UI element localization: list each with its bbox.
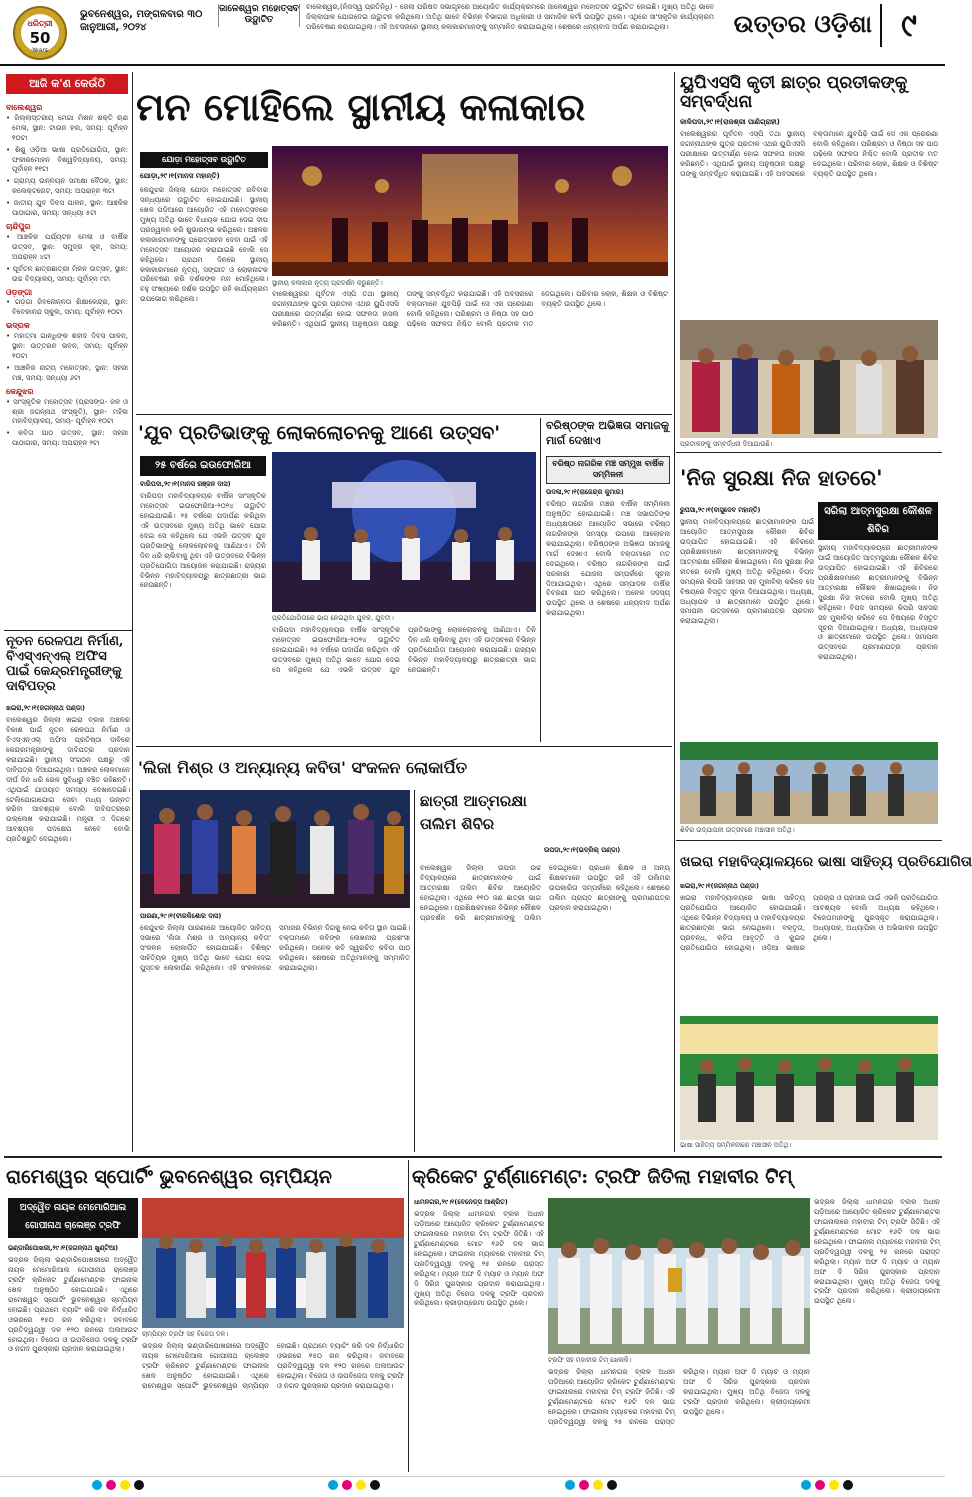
upsc-body: ବାଲେଶ୍ୱରର ପୂର୍ବତନ ଏସ୍ପି ତଥା ସ୍ଥାନୀୟ ଜଗନ୍ନାଥଙ୍କ ପୁତ୍ର ପ୍ରତୀକ ଏଥର ୟୁପିଏସସି ପରୀକ୍ଷାରେ ଉତ୍ତୀର୍ଣ୍ଣ ହୋଇ ସଫଳତା ହାସଲ କରିଛନ୍ତି। ଏଥିପାଇଁ ସ୍ଥାନୀୟ ଅନୁଷ୍ଠାନ ପକ୍ଷରୁ ତାଙ୍କୁ ସମ୍ବର୍ଦ୍ଧିତ କରାଯାଇଛି। ଏହି ଅବସରରେ ବକ୍ତାମାନେ ଯୁବପିଢ଼ି ପାଇଁ ସେ ଏକ ପ୍ରେରଣା ବୋଲି କହିଥିଲେ। ପରିଶ୍ରମ ଓ ନିଷ୍ଠା ସହ ପାଠ ପଢ଼ିଲେ ସଫଳତା ନିଶ୍ଚିତ ବୋଲି ପ୍ରତୀକ ମତ ଦେଇଥିଲେ। ପରିବାର ଲୋକ, ଶିକ୍ଷକ ଓ ବିଶିଷ୍ଟ ବ୍ୟକ୍ତି ଉପସ୍ଥିତ ଥିଲେ। <box>680 130 938 178</box>
page-number: ୯ <box>880 4 936 47</box>
story-divider <box>4 1156 942 1158</box>
column-divider <box>540 418 541 742</box>
main-body-continued: ବାଲେଶ୍ୱରର ପୂର୍ବତନ ଏସ୍ପି ତଥା ସ୍ଥାନୀୟ ଜଗନ୍ନାଥଙ୍କ ପୁତ୍ର ପ୍ରତୀକ ଏଥର ୟୁପିଏସସି ପରୀକ୍ଷାରେ ଉତ୍ତୀର୍ଣ୍ଣ ହୋଇ ସଫଳତା ହାସଲ କରିଛନ୍ତି। ଏଥିପାଇଁ ସ୍ଥାନୀୟ ଅନୁଷ୍ଠାନ ପକ୍ଷରୁ ତାଙ୍କୁ ସମ୍ବର୍ଦ୍ଧିତ କରାଯାଇଛି। ଏହି ଅବସରରେ ବକ୍ତାମାନେ ଯୁବପିଢ଼ି ପାଇଁ ସେ ଏକ ପ୍ରେରଣା ବୋଲି କହିଥିଲେ। ପରିଶ୍ରମ ଓ ନିଷ୍ଠା ସହ ପାଠ ପଢ଼ିଲେ ସଫଳତା ନିଶ୍ଚିତ ବୋଲି ପ୍ରତୀକ ମତ ଦେଇଥିଲେ। ପରିବାର ଲୋକ, ଶିକ୍ଷକ ଓ ବିଶିଷ୍ଟ ବ୍ୟକ୍ତି ଉପସ୍ଥିତ ଥିଲେ। <box>272 290 668 328</box>
story-divider <box>4 630 132 631</box>
aji-place-heading: କେନ୍ଦୁଝର <box>6 386 34 396</box>
cricket-body-continued: ଭଦ୍ରକ ଜିଲ୍ଲା ଧାମନଗର ବ୍ଲକ ଅଧୀନ ପଡ଼ିଆରେ ଆୟୋଜିତ କ୍ରିକେଟ ଟୁର୍ଣ୍ଣାମେଣ୍ଟର ଫାଇନାଲରେ ମହାବୀର ଟିମ୍ ଟ୍ରଫି ଜିତିଛି। ଏହି ଟୁର୍ଣ୍ଣାମେଣ୍ଟରେ ମୋଟ ୧୬ଟି ଦଳ ଭାଗ ନେଇଥିଲେ। ଫାଇନାଲ ମ୍ୟାଚରେ ମହାବୀର ଟିମ୍ ପ୍ରତିଦ୍ୱନ୍ଦ୍ୱୀ ଦଳକୁ ୨୫ ରନରେ ପରାସ୍ତ କରିଥିଲା। ମ୍ୟାନ ଅଫ ଦି ମ୍ୟାଚ ଓ ମ୍ୟାନ ଅଫ ଦି ସିରିଜ ପୁରସ୍କାର ପ୍ରଦାନ କରାଯାଇଥିଲା। ମୁଖ୍ୟ ଅତିଥି ବିଜେତା ଦଳକୁ ଟ୍ରଫି ପ୍ରଦାନ କରିଥିଲେ। କ୍ରୀଡ଼ାପ୍ରେମୀ ଉପସ୍ଥିତ ଥିଲେ। <box>548 1368 810 1426</box>
upsc-photo <box>680 320 938 438</box>
cricket-body: ଭଦ୍ରକ ଜିଲ୍ଲା ଧାମନଗର ବ୍ଲକ ଅଧୀନ ପଡ଼ିଆରେ ଆୟୋଜିତ କ୍ରିକେଟ ଟୁର୍ଣ୍ଣାମେଣ୍ଟର ଫାଇନାଲରେ ମହାବୀର ଟିମ୍ ଟ୍ରଫି ଜିତିଛି। ଏହି ଟୁର୍ଣ୍ଣାମେଣ୍ଟରେ ମୋଟ ୧୬ଟି ଦଳ ଭାଗ ନେଇଥିଲେ। ଫାଇନାଲ ମ୍ୟାଚରେ ମହାବୀର ଟିମ୍ ପ୍ରତିଦ୍ୱନ୍ଦ୍ୱୀ ଦଳକୁ ୨୫ ରନରେ ପରାସ୍ତ କରିଥିଲା। ମ୍ୟାନ ଅଫ ଦି ମ୍ୟାଚ ଓ ମ୍ୟାନ ଅଫ ଦି ସିରିଜ ପୁରସ୍କାର ପ୍ରଦାନ କରାଯାଇଥିଲା। ମୁଖ୍ୟ ଅତିଥି ବିଜେତା ଦଳକୁ ଟ୍ରଫି ପ୍ରଦାନ କରିଥିଲେ। କ୍ରୀଡ଼ାପ୍ରେମୀ ଉପସ୍ଥିତ ଥିଲେ। <box>414 1210 544 1308</box>
column-divider <box>132 72 133 1152</box>
senior-headline: ବରିଷ୍ଠଙ୍କ ଅଭିଜ୍ଞତା ସମାଜକୁ ମାର୍ଗ ଦେଖାଏ <box>546 419 669 447</box>
atmaraksha-headline: ଛାତ୍ରୀ ଆତ୍ମରକ୍ଷା ତାଲିମ ଶିବିର <box>420 792 527 833</box>
poetry-body: କେନ୍ଦୁଝର ଜିଲ୍ଲା ପାରଣାରେ ଆୟୋଜିତ ସାହିତ୍ୟ ସଭାରେ 'ଲିଜା ମିଶ୍ର ଓ ଅନ୍ୟାନ୍ୟ କବିତା' ସଂକଳନ ଲୋକାର୍ପିତ ହୋଇଯାଇଛି। ବିଶିଷ୍ଟ ସାହିତ୍ୟିକ ମୁଖ୍ୟ ଅତିଥି ଭାବେ ଯୋଗ ଦେଇ ପୁସ୍ତକ ଲୋକାର୍ପଣ କରିଥିଲେ। ଏହି ସଂକଳନରେ ସମାଜର ବିଭିନ୍ନ ଦିଗକୁ ନେଇ କବିତା ସ୍ଥାନ ପାଇଛି। ବକ୍ତାମାନେ କବିଙ୍କ ଲେଖନୀର ପ୍ରଶଂସା କରିଥିଲେ। ଅନେକ କବି ସ୍ୱରଚିତ କବିତା ପାଠ କରିଥିଲେ। ଶେଷରେ ଅତିଥିମାନଙ୍କୁ ସମ୍ମାନିତ କରାଯାଇଥିଲା। <box>140 924 410 972</box>
khaira-headline: ଖଇରା ମହାବିଦ୍ୟାଳୟରେ ଭାଷା ସାହିତ୍ୟ ପ୍ରତିଯୋଗିତା <box>680 854 972 870</box>
print-marks-strip <box>0 1476 945 1496</box>
color-swatch <box>328 1480 338 1490</box>
khaira-body: ଖଇରା ମହାବିଦ୍ୟାଳୟରେ ଭାଷା ସାହିତ୍ୟ ପ୍ରତିଯୋଗିତା ଆୟୋଜିତ ହୋଇଯାଇଛି। ଏଥିରେ ବିଭିନ୍ନ ବିଦ୍ୟାଳୟ ଓ ମହାବିଦ୍ୟାଳୟର ଛାତ୍ରଛାତ୍ରୀ ଭାଗ ନେଇଥିଲେ। ବକ୍ତୃତା, ପ୍ରବନ୍ଧ, କବିତା ଆବୃତ୍ତି ଓ କୁଇଜ ପ୍ରତିଯୋଗିତା ହୋଇଥିଲା। ଓଡ଼ିଆ ଭାଷାର ପ୍ରଚାର ଓ ପ୍ରସାର ପାଇଁ ଏଭଳି ପ୍ରତିଯୋଗିତା ଆବଶ୍ୟକ ବୋଲି ଅଧ୍ୟକ୍ଷ କହିଥିଲେ। ବିଜେତାମାନଙ୍କୁ ପୁରସ୍କୃତ କରାଯାଇଥିଲା। ଅଧ୍ୟାପକ, ଅଧ୍ୟାପିକା ଓ ଅଭିଭାବକ ଉପସ୍ଥିତ ଥିଲେ। <box>680 894 938 952</box>
yuva-body-continued: ବାରିପଦା ମହାବିଦ୍ୟାଳୟର ବାର୍ଷିକ ସାଂସ୍କୃତିକ ମହୋତ୍ସବ ଇଉଫୋରିଆ-୨୦୨୪ ଉଦ୍ଘାଟିତ ହୋଇଯାଇଛି। ୨୫ ବର୍ଷରେ ପଦାର୍ପଣ କରିଥିବା ଏହି ଉତ୍ସବରେ ମୁଖ୍ୟ ଅତିଥି ଭାବେ ଯୋଗ ଦେଇ ସେ କହିଥିଲେ ଯେ ଏଭଳି ଉତ୍ସବ ଯୁବ ପ୍ରତିଭାଙ୍କୁ ଲୋକଲୋଚନକୁ ଆଣିଥାଏ। ତିନି ଦିନ ଧରି ଚାଲିବାକୁ ଥିବା ଏହି ଉତ୍ସବରେ ବିଭିନ୍ନ ପ୍ରତିଯୋଗିତା ଆୟୋଜନ କରାଯାଇଛି। ରାଜ୍ୟର ବିଭିନ୍ନ ମହାବିଦ୍ୟାଳୟରୁ ଛାତ୍ରଛାତ୍ରୀ ଭାଗ ନେଉଛନ୍ତି। <box>272 626 536 674</box>
rameswar-headline: ରାମେଶ୍ୱର ସ୍ପୋର୍ଟିଂ ଭୁବନେଶ୍ୱର ଚାମ୍ପିୟନ <box>6 1166 332 1188</box>
color-swatch <box>607 1480 617 1490</box>
main-photo <box>272 146 668 276</box>
cricket-headline: କ୍ରିକେଟ ଟୁର୍ଣ୍ଣାମେଣ୍ଟ: ଟ୍ରଫି ଜିତିଲା ମହାବୀର ଟିମ୍ <box>412 1166 793 1188</box>
main-dateline: ଯୋଡ଼ା,୨୯।୧(ମାନସ ମହାନ୍ତି) <box>140 172 220 180</box>
color-swatch <box>356 1480 366 1490</box>
rameswar-body-continued: ଭଦ୍ରକ ଜିଲ୍ଲା ଭଣ୍ଡାରିପୋଖରୀରେ ଅଦ୍ୱୈତ ନାୟକ ମେମୋରିଆଲ ଗୋପୀନାଥ ଚାଲେଞ୍ଜ ଟ୍ରଫି କ୍ରିକେଟ ଟୁର୍ଣ୍ଣାମେଣ୍ଟର ଫାଇନାଲ ଖେଳ ଅନୁଷ୍ଠିତ ହୋଇଯାଇଛି। ଏଥିରେ ରାମେଶ୍ୱର ସ୍ପୋର୍ଟିଂ ଭୁବନେଶ୍ୱର ଚାମ୍ପିୟନ ହୋଇଛି। ପ୍ରଥମେ ବ୍ୟାଟିଂ କରି ଦଳ ନିର୍ଦ୍ଧାରିତ ଓଭରରେ ୧୫୦ ରନ କରିଥିଲା। ଜବାବରେ ପ୍ରତିଦ୍ୱନ୍ଦ୍ୱୀ ଦଳ ୧୨୦ ରନରେ ଅଲଆଉଟ ହୋଇଥିଲା। ବିଜେତା ଓ ଉପବିଜେତା ଦଳକୁ ଟ୍ରଫି ଓ ନଗଦ ପୁରସ୍କାର ପ୍ରଦାନ କରାଯାଇଥିଲା। <box>142 1342 404 1390</box>
aji-item: • କବିତା ପାଠ ଉତ୍ସବ, ସ୍ଥାନ: ସହରୀ ପାଠାଗାର, ସମୟ: ଅପରାହ୍ନ ୨ଟା <box>6 429 128 448</box>
aji-place-heading: ଭଦ୍ରକ <box>6 321 30 331</box>
aji-item: • ସାଂସ୍କୃତିକ ମହୋତ୍ସବ (ପ୍ରସଙ୍ଗ- ଜଳ ଓ ଶ୍ରୀ ଜଗନ୍ନାଥ ସଂସ୍କୃତି), ସ୍ଥାନ- ମହିଳା ମହାବିଦ୍ୟାଳୟ, ସମୟ- ପୂର୍ବାହ୍ନ ୧୦ଟା <box>6 397 128 426</box>
yuva-caption: ପ୍ରତିଯୋଗିତାରେ ଭାଗ ନେଇଥିବା ଯୁବକ, ଯୁବତୀ। <box>272 614 394 622</box>
suraksha-body-continued: ସ୍ଥାନୀୟ ମହାବିଦ୍ୟାଳୟରେ ଛାତ୍ରୀମାନଙ୍କ ପାଇଁ ଆୟୋଜିତ ଆତ୍ମସୁରକ୍ଷା କୌଶଳ ଶିବିର ଉଦ୍ଯାପିତ ହୋଇଯାଇଛି। ଏହି ଶିବିରରେ ପ୍ରଶିକ୍ଷକମାନେ ଛାତ୍ରୀମାନଙ୍କୁ ବିଭିନ୍ନ ଆତ୍ମରକ୍ଷା କୌଶଳ ଶିଖାଇଥିଲେ। ନିଜ ସୁରକ୍ଷା ନିଜ ହାତରେ ବୋଲି ମୁଖ୍ୟ ଅତିଥି କହିଥିଲେ। ବିପଦ ସମୟରେ କିପରି ସାହସର ସହ ମୁକାବିଲା କରିବେ ସେ ବିଷୟରେ ବିସ୍ତୃତ ସୂଚନା ଦିଆଯାଇଥିଲା। ଅଧ୍ୟକ୍ଷ, ଅଧ୍ୟାପକ ଓ ଛାତ୍ରୀମାନେ ଉପସ୍ଥିତ ଥିଲେ। ସମାପନୀ ଉତ୍ସବରେ ପ୍ରମାଣପତ୍ର ପ୍ରଦାନ କରାଯାଇଥିଲା। <box>818 544 938 662</box>
rameswar-body: ଭଦ୍ରକ ଜିଲ୍ଲା ଭଣ୍ଡାରିପୋଖରୀରେ ଅଦ୍ୱୈତ ନାୟକ ମେମୋରିଆଲ ଗୋପୀନାଥ ଚାଲେଞ୍ଜ ଟ୍ରଫି କ୍ରିକେଟ ଟୁର୍ଣ୍ଣାମେଣ୍ଟର ଫାଇନାଲ ଖେଳ ଅନୁଷ୍ଠିତ ହୋଇଯାଇଛି। ଏଥିରେ ରାମେଶ୍ୱର ସ୍ପୋର୍ଟିଂ ଭୁବନେଶ୍ୱର ଚାମ୍ପିୟନ ହୋଇଛି। ପ୍ରଥମେ ବ୍ୟାଟିଂ କରି ଦଳ ନିର୍ଦ୍ଧାରିତ ଓଭରରେ ୧୫୦ ରନ କରିଥିଲା। ଜବାବରେ ପ୍ରତିଦ୍ୱନ୍ଦ୍ୱୀ ଦଳ ୧୨୦ ରନରେ ଅଲଆଉଟ ହୋଇଥିଲା। ବିଜେତା ଓ ଉପବିଜେତା ଦଳକୁ ଟ୍ରଫି ଓ ନଗଦ ପୁରସ୍କାର ପ୍ରଦାନ କରାଯାଇଥିଲା। <box>8 1256 138 1354</box>
color-swatch-group <box>799 1480 855 1493</box>
main-tag: ଯୋଡ଼ା ମହୋତ୍ସବ ଉଦ୍ଘାଟିତ <box>140 152 268 168</box>
khaira-photo <box>680 1016 938 1140</box>
upsc-dateline: କାଳିପଦା,୨୯।୧(ରାଜଶ୍ରୀ ପାଣିଗ୍ରାହୀ) <box>680 118 780 126</box>
color-swatch <box>342 1480 352 1490</box>
main-caption: ସ୍ଥାନୀୟ କଳାକାର ନୃତ୍ୟ ପ୍ରଦର୍ଶନ କରୁଛନ୍ତି। <box>272 279 383 287</box>
story-divider <box>136 746 672 747</box>
color-swatch <box>579 1480 589 1490</box>
story-divider <box>676 840 942 841</box>
yuva-photo <box>272 452 536 612</box>
cricket-body-side: ଭଦ୍ରକ ଜିଲ୍ଲା ଧାମନଗର ବ୍ଲକ ଅଧୀନ ପଡ଼ିଆରେ ଆୟୋଜିତ କ୍ରିକେଟ ଟୁର୍ଣ୍ଣାମେଣ୍ଟର ଫାଇନାଲରେ ମହାବୀର ଟିମ୍ ଟ୍ରଫି ଜିତିଛି। ଏହି ଟୁର୍ଣ୍ଣାମେଣ୍ଟରେ ମୋଟ ୧୬ଟି ଦଳ ଭାଗ ନେଇଥିଲେ। ଫାଇନାଲ ମ୍ୟାଚରେ ମହାବୀର ଟିମ୍ ପ୍ରତିଦ୍ୱନ୍ଦ୍ୱୀ ଦଳକୁ ୨୫ ରନରେ ପରାସ୍ତ କରିଥିଲା। ମ୍ୟାନ ଅଫ ଦି ମ୍ୟାଚ ଓ ମ୍ୟାନ ଅଫ ଦି ସିରିଜ ପୁରସ୍କାର ପ୍ରଦାନ କରାଯାଇଥିଲା। ମୁଖ୍ୟ ଅତିଥି ବିଜେତା ଦଳକୁ ଟ୍ରଫି ପ୍ରଦାନ କରିଥିଲେ। କ୍ରୀଡ଼ାପ୍ରେମୀ ଉପସ୍ଥିତ ଥିଲେ। <box>814 1198 940 1306</box>
color-swatch <box>134 1480 144 1490</box>
suraksha-headline: 'ନିଜ ସୁରକ୍ଷା ନିଜ ହାତରେ' <box>680 465 883 490</box>
cricket-caption: ଟ୍ରଫି ସହ ମହାବୀର ଟିମ୍ ଖେଳାଳି। <box>548 1356 632 1364</box>
color-swatch <box>801 1480 811 1490</box>
color-swatch <box>593 1480 603 1490</box>
cricket-photo <box>548 1198 810 1354</box>
senior-body: ବରିଷ୍ଠ ନାଗରିକ ମଞ୍ଚର ବାର୍ଷିକ ସମ୍ମିଳନୀ ଅନୁଷ୍ଠିତ ହୋଇଯାଇଛି। ମଞ୍ଚ ସଭାପତିଙ୍କ ଅଧ୍ୟକ୍ଷତାରେ ଆୟୋଜିତ ସଭାରେ ବରିଷ୍ଠ ନାଗରିକଙ୍କ ସମସ୍ୟା ଉପରେ ଆଲୋଚନା କରାଯାଇଥିଲା। ବରିଷ୍ଠଙ୍କ ଅଭିଜ୍ଞତା ସମାଜକୁ ମାର୍ଗ ଦେଖାଏ ବୋଲି ବକ୍ତାମାନେ ମତ ଦେଇଥିଲେ। ବରିଷ୍ଠ ନାଗରିକଙ୍କ ପାଇଁ ସରକାରୀ ଯୋଜନା ସମ୍ପର୍କରେ ସୂଚନା ଦିଆଯାଇଥିଲା। ଏଥିରେ ସମ୍ପାଦକ ବାର୍ଷିକ ବିବରଣୀ ପାଠ କରିଥିଲେ। ଅନେକ ସଦସ୍ୟ ଉପସ୍ଥିତ ଥିଲେ ଓ ଶେଷରେ ଧନ୍ୟବାଦ ଅର୍ପଣ କରାଯାଇଥିଲା। <box>546 500 670 618</box>
aji-item: • ଆଞ୍ଚଳିକ ପର୍ଯ୍ୟଟନ ମେଳା ଓ ବାର୍ଷିକ ଉତ୍ସବ, ସ୍ଥାନ: ସମୁଦ୍ର କୂଳ, ସମୟ: ଅପରାହ୍ନ ୪ଟା <box>6 232 128 261</box>
aji-item: • ଗ୍ରାମ୍ୟ ଉନ୍ନୟନ ସମୀକ୍ଷା ବୈଠକ, ସ୍ଥାନ: କଲେକ୍ଟରେଟ, ସମୟ: ଅପରାହ୍ନ ୩ଟା <box>6 177 128 196</box>
atmaraksha-body: ବାଲେଶ୍ୱର ଜିଲ୍ଲା ଉପଡା ଉଚ୍ଚ ବିଦ୍ୟାଳୟରେ ଛାତ୍ରୀମାନଙ୍କ ପାଇଁ ଆତ୍ମରକ୍ଷା ତାଲିମ ଶିବିର ଆୟୋଜିତ ହୋଇଥିଲା। ଏଥିରେ ୧୧୦ ଜଣ ଛାତ୍ରୀ ଭାଗ ନେଇଥିଲେ। ପ୍ରଶିକ୍ଷକମାନେ ବିଭିନ୍ନ କୌଶଳ ପ୍ରଦର୍ଶନ କରି ଛାତ୍ରୀମାନଙ୍କୁ ତାଲିମ ଦେଇଥିଲେ। ପ୍ରଧାନ ଶିକ୍ଷକ ଓ ଅନ୍ୟ ଶିକ୍ଷକମାନେ ଉପସ୍ଥିତ ରହି ଏହି ତାଲିମର ଉପକାରିତା ସମ୍ପର୍କରେ କହିଥିଲେ। ଶେଷରେ ତାଲିମ ପ୍ରାପ୍ତ ଛାତ୍ରୀଙ୍କୁ ପ୍ରମାଣପତ୍ର ପ୍ରଦାନ କରାଯାଇଥିଲା। <box>420 864 670 922</box>
rameswar-caption: ଚାମ୍ପିୟନ ଟ୍ରଫି ସହ ବିଜେତା ଦଳ। <box>142 1330 229 1338</box>
poetry-dateline: ପାରଣା,୨୯।୧(ବୀରକିଶୋର ଦାସ) <box>140 912 222 920</box>
color-swatch <box>106 1480 116 1490</box>
issue-dateline: ଭୁବନେଶ୍ୱର, ମଙ୍ଗଳବାର ୩୦ ଜାନୁଆରୀ, ୨୦୨୪ <box>80 9 203 33</box>
aji-kana-list <box>6 100 128 620</box>
railway-body: ବାଲେଶ୍ୱର ଜିଲ୍ଲା ଖଇରା ବ୍ଲକ ଅଞ୍ଚଳର ବିକାଶ ପାଇଁ ନୂତନ ରେଳପଥ ନିର୍ମାଣ ଓ ବିଏସ୍ଏନ୍ଏଲ୍ ଅଫିସ ପ୍ରତିଷ୍ଠା ଦାବିରେ କେନ୍ଦ୍ରମନ୍ତ୍ରୀଙ୍କୁ ଦାବିପତ୍ର ପ୍ରଦାନ କରାଯାଇଛି। ସ୍ଥାନୀୟ ସଂଗଠନ ପକ୍ଷରୁ ଏହି ଦାବିପତ୍ର ଦିଆଯାଇଥିଲା। ଅଞ୍ଚଳର ଲୋକମାନେ ଦୀର୍ଘ ଦିନ ଧରି ରେଳ ସୁବିଧାରୁ ବଞ୍ଚିତ ରହିଛନ୍ତି। ଏଥିପାଇଁ ଯାତାୟାତ ସମସ୍ୟା ଦେଖାଦେଇଛି। ଟେଲିଯୋଗାଯୋଗ ସେବା ମଧ୍ୟ ଉନ୍ନତ କରିବା ଆବଶ୍ୟକ ବୋଲି ଦାବିପତ୍ରରେ ଉଲ୍ଲେଖ କରାଯାଇଛି। ମନ୍ତ୍ରୀ ଏ ଦିଗରେ ଆବଶ୍ୟକ ପଦକ୍ଷେପ ନେବେ ବୋଲି ପ୍ରତିଶ୍ରୁତି ଦେଇଥିଲେ। <box>6 716 130 844</box>
aji-item: • ଗଡ଼ଗା ଜିବନୋନ୍ନତା ଶିକ୍ଷାକେନ୍ଦ୍ର, ସ୍ଥାନ: ବିବେକାନନ୍ଦ ସ୍କୁଲ, ସମୟ: ପୂର୍ବାହ୍ନ ୧୦ଟା <box>6 298 128 317</box>
logo-years: 50 <box>29 29 51 47</box>
poetry-headline: 'ଲିଜା ମିଶ୍ର ଓ ଅନ୍ୟାନ୍ୟ କବିତା' ସଂକଳନ ଲୋକାର୍ପିତ <box>138 758 468 777</box>
column-divider <box>674 72 675 1152</box>
aji-item: • ମହାତ୍ମା ଗାନ୍ଧିଙ୍କ ଶହୀଦ ଦିବସ ପାଳନ, ସ୍ଥାନ: ଉତ୍ତରନ ଭବନ, ସମୟ: ପୂର୍ବାହ୍ନ ୧୦ଟା <box>6 332 128 360</box>
color-swatch-group <box>563 1480 619 1493</box>
column-divider <box>414 790 415 1152</box>
color-swatch <box>565 1480 575 1490</box>
newspaper-logo <box>8 4 72 62</box>
suraksha-photo <box>680 742 938 824</box>
senior-tag: ବରିଷ୍ଠ ନାଗରିକ ମଞ୍ଚ ସମ୍ମୁଖ ବାର୍ଷିକ ସମ୍ମିଳନୀ <box>546 456 670 484</box>
story-divider <box>136 414 672 415</box>
color-swatch <box>815 1480 825 1490</box>
khaira-caption: ଭାଷା ସାହିତ୍ୟ ସମ୍ମିଳନୀରେ ମଞ୍ଚାସୀନ ଅତିଥି। <box>680 1141 792 1149</box>
aji-place-heading: ଓଡ଼ଙ୍ଗା <box>6 287 33 297</box>
color-swatch-group <box>326 1480 382 1493</box>
aji-item: • ଜାତୀୟ ଯୁବ ଦିବସ ପାଳନ, ସ୍ଥାନ: ଆଞ୍ଚଳିକ ପାଠାଗାର, ସମୟ: ସନ୍ଧ୍ୟା ୫ଟା <box>6 199 128 218</box>
color-swatch <box>843 1480 853 1490</box>
suraksha-caption: ଶିବିର ଉଦ୍ଯାପନୀ ଉତ୍ସବରେ ମଞ୍ଚାସୀନ ଅତିଥି। <box>680 826 795 834</box>
suraksha-tag: ସରିଲା ଆତ୍ମସୁରକ୍ଷା କୌଶଳ ଶିବିର <box>818 502 938 540</box>
yuva-dateline: ବାରିପଦା,୨୯।୧(ମାନସ ରଞ୍ଜନ ଦାସ) <box>140 480 231 488</box>
section-title: ଉତ୍ତର ଓଡ଼ିଶା <box>733 10 872 38</box>
logo-text: ଧରିତ୍ରୀ <box>27 19 53 28</box>
color-swatch <box>92 1480 102 1490</box>
yuva-tag: ୨୫ ବର୍ଷରେ ଇଉଫୋରିଆ <box>140 456 266 476</box>
rameswar-photo <box>142 1198 404 1328</box>
aji-kana-title: ଆଜି କ'ଣ କେଉଁଠି <box>6 74 128 94</box>
khaira-dateline: ଖଇରା,୨୯।୧(ଜଗନ୍ନାଥ ପଣ୍ଡା) <box>680 882 760 890</box>
railway-headline: ନୂତନ ରେଳପଥ ନିର୍ମାଣ, ବିଏସ୍ଏନ୍ଏଲ୍ ଅଫିସ ପାଇଁ କେନ୍ଦ୍ରମନ୍ତ୍ରୀଙ୍କୁ ଦାବିପତ୍ର <box>6 634 124 694</box>
top-news-brief: ବାଲେଶ୍ୱର,(ନିଜସ୍ୱ ପ୍ରତିନିଧି) - ଜେଲା ପରିଷଦ ସଭାଗୃହରେ ଆୟୋଜିତ କାର୍ଯ୍ୟକ୍ରମରେ ଜାଳେଶ୍ୱର ମହୋତ୍ସବ ଉଦ୍ଘାଟିତ ହୋଇଛି। ମୁଖ୍ୟ ଅତିଥି ଭାବେ ଜିଲ୍ଲାପାଳ ଯୋଗଦେଇ ଉଦ୍ଘାଟନ କରିଥିଲେ। ଅତିଥି ଭାବେ ବିଭିନ୍ନ ବିଭାଗର ଅଧିକାରୀ ଓ ସାମାଜିକ କର୍ମୀ ଉପସ୍ଥିତ ଥିଲେ। ଏଥିରେ ସାଂସ୍କୃତିକ କାର୍ଯ୍ୟକ୍ରମ ପରିବେଷଣ କରାଯାଇଥିଲା। ଏହି ଅବସରରେ ସ୍ଥାନୀୟ କଳାକାରମାନଙ୍କୁ ସମ୍ମାନିତ କରାଯାଇଥିଲା। ଶେଷରେ ଧନ୍ୟବାଦ ଅର୍ପଣ କରାଯାଇଥିଲା। <box>306 3 714 31</box>
atmaraksha-dateline: ଉପଡା,୨୯।୧(ଭଦ୍ରିଲ୍ ପଣ୍ଡା) <box>544 846 621 854</box>
registration-marks <box>0 1477 945 1497</box>
aji-item: • ଜିଲ୍ଲାସ୍ତରୀୟ ମେଗା ମିଶନ ଶକ୍ତି ଋଣ ମେଳା, ସ୍ଥାନ: ଟାଉନ ହଲ, ସମୟ: ପୂର୍ବାହ୍ନ ୧୦ଟା <box>6 113 128 142</box>
upsc-headline: ୟୁପିଏସସି କୃତୀ ଛାତ୍ର ପ୍ରତୀକଙ୍କୁ ସମ୍ବର୍ଦ୍ଧନା <box>680 73 908 112</box>
aji-item: • ଶିଶୁ ଓଡ଼ିଆ ଭାଷା ପ୍ରତିଯୋଗିତା, ସ୍ଥାନ: ଫକୀରମୋହନ ବିଶ୍ୱବିଦ୍ୟାଳୟ, ସମୟ: ପୂର୍ବାହ୍ନ ୧୧ଟା <box>6 145 128 174</box>
main-headline: ମନ ମୋହିଲେ ସ୍ଥାନୀୟ କଳାକାର <box>136 84 586 129</box>
daily-box: ଜାଳେଶ୍ୱର ମହୋତ୍ସବ ଉଦ୍ଘାଟିତ <box>219 4 299 26</box>
rameswar-dateline: ଭଣ୍ଡାରିପୋଖରୀ,୨୯।୧(ଜଗନ୍ନାଥ ଖୁଣ୍ଟିଆ) <box>8 1244 119 1252</box>
aji-place-heading: ବାଲେଶ୍ୱର <box>6 103 43 112</box>
suraksha-body: ସ୍ଥାନୀୟ ମହାବିଦ୍ୟାଳୟରେ ଛାତ୍ରୀମାନଙ୍କ ପାଇଁ ଆୟୋଜିତ ଆତ୍ମସୁରକ୍ଷା କୌଶଳ ଶିବିର ଉଦ୍ଯାପିତ ହୋଇଯାଇଛି। ଏହି ଶିବିରରେ ପ୍ରଶିକ୍ଷକମାନେ ଛାତ୍ରୀମାନଙ୍କୁ ବିଭିନ୍ନ ଆତ୍ମରକ୍ଷା କୌଶଳ ଶିଖାଇଥିଲେ। ନିଜ ସୁରକ୍ଷା ନିଜ ହାତରେ ବୋଲି ମୁଖ୍ୟ ଅତିଥି କହିଥିଲେ। ବିପଦ ସମୟରେ କିପରି ସାହସର ସହ ମୁକାବିଲା କରିବେ ସେ ବିଷୟରେ ବିସ୍ତୃତ ସୂଚନା ଦିଆଯାଇଥିଲା। ଅଧ୍ୟକ୍ଷ, ଅଧ୍ୟାପକ ଓ ଛାତ୍ରୀମାନେ ଉପସ୍ଥିତ ଥିଲେ। ସମାପନୀ ଉତ୍ସବରେ ପ୍ରମାଣପତ୍ର ପ୍ରଦାନ କରାଯାଇଥିଲା। <box>680 518 814 626</box>
logo-years-label: Years <box>32 47 48 54</box>
upsc-caption: ପ୍ରତୀକଙ୍କୁ ସମ୍ବର୍ଦ୍ଧନା ଦିଆଯାଉଛି। <box>680 440 773 448</box>
poetry-photo <box>140 790 410 908</box>
aji-item: • ପୂର୍ବତନ ଛାତ୍ରଛାତ୍ରୀ ମିଳନ ଉତ୍ସବ, ସ୍ଥାନ: ଉଚ୍ଚ ବିଦ୍ୟାଳୟ, ସମୟ: ପୂର୍ବାହ୍ନ ୯ଟା <box>6 264 128 283</box>
cricket-dateline: ଧାମନଗର,୨୯।୧(ବେନେଡ୍ସ ଆଶ୍ରିତ) <box>414 1198 508 1206</box>
yuva-body: ବାରିପଦା ମହାବିଦ୍ୟାଳୟର ବାର୍ଷିକ ସାଂସ୍କୃତିକ ମହୋତ୍ସବ ଇଉଫୋରିଆ-୨୦୨୪ ଉଦ୍ଘାଟିତ ହୋଇଯାଇଛି। ୨୫ ବର୍ଷରେ ପଦାର୍ପଣ କରିଥିବା ଏହି ଉତ୍ସବରେ ମୁଖ୍ୟ ଅତିଥି ଭାବେ ଯୋଗ ଦେଇ ସେ କହିଥିଲେ ଯେ ଏଭଳି ଉତ୍ସବ ଯୁବ ପ୍ରତିଭାଙ୍କୁ ଲୋକଲୋଚନକୁ ଆଣିଥାଏ। ତିନି ଦିନ ଧରି ଚାଲିବାକୁ ଥିବା ଏହି ଉତ୍ସବରେ ବିଭିନ୍ନ ପ୍ରତିଯୋଗିତା ଆୟୋଜନ କରାଯାଇଛି। ରାଜ୍ୟର ବିଭିନ୍ନ ମହାବିଦ୍ୟାଳୟରୁ ଛାତ୍ରଛାତ୍ରୀ ଭାଗ ନେଉଛନ୍ତି। <box>140 492 266 590</box>
senior-dateline: ଉଦଳା,୨୯।୧(ରାଜେନ୍ଦ୍ର କୁମାର) <box>546 488 624 496</box>
main-body: କେନ୍ଦୁଝର ଜିଲ୍ଲା ଯୋଡ଼ା ମହୋତ୍ସବ ରବିବାର ସନ୍ଧ୍ୟାରେ ଉଦ୍ଘାଟିତ ହୋଇଯାଇଛି। ସ୍ଥାନୀୟ ଖେଳ ପଡ଼ିଆରେ ଆୟୋଜିତ ଏହି ମହୋତ୍ସବରେ ମୁଖ୍ୟ ଅତିଥି ଭାବେ ବିଧାୟକ ଯୋଗ ଦେଇ ଦୀପ ପ୍ରଜ୍ୱଳନ କରି ଶୁଭାରମ୍ଭ କରିଥିଲେ। ଅଞ୍ଚଳର କଳାକାରମାନଙ୍କୁ ପ୍ରୋତ୍ସାହନ ଦେବା ପାଇଁ ଏହି ମହୋତ୍ସବ ଆୟୋଜନ କରାଯାଇଛି ବୋଲି ସେ କହିଥିଲେ। ପ୍ରଥମ ଦିନରେ ସ୍ଥାନୀୟ କଳାକାରମାନେ ନୃତ୍ୟ, ସଙ୍ଗୀତ ଓ ଲୋକନାଟକ ପରିବେଷଣ କରି ଦର୍ଶକଙ୍କ ମନ ମୋହିଥିଲେ। ବହୁ ସଂଖ୍ୟାରେ ଦର୍ଶକ ଉପସ୍ଥିତ ରହି କାର୍ଯ୍ୟକ୍ରମ ଉପଭୋଗ କରିଥିଲେ। <box>140 186 268 304</box>
color-swatch-group <box>90 1480 146 1493</box>
aji-place-heading: ଚାନ୍ଦିପୁର <box>6 222 31 232</box>
rameswar-tag: ଅଦ୍ୱୈତ ନାୟକ ମେମୋରିଆଲ ଗୋପୀନାଥ ଚାଲେଞ୍ଜ ଟ୍ରଫି <box>8 1198 138 1238</box>
suraksha-dateline: ରୁପସା,୨୯।୧(ବାସୁଦେବ ମହାନ୍ତି) <box>680 506 761 514</box>
color-swatch <box>370 1480 380 1490</box>
story-divider <box>676 452 942 453</box>
column-divider <box>408 1160 409 1472</box>
color-swatch <box>829 1480 839 1490</box>
color-swatch <box>120 1480 130 1490</box>
aji-item: • ଆଞ୍ଚଳିକ ନାଟ୍ୟ ମହୋତ୍ସବ, ସ୍ଥାନ: ସହରୀ ମଞ୍ଚ, ସମୟ: ସନ୍ଧ୍ୟା ୬ଟା <box>6 363 128 382</box>
yuva-headline: 'ଯୁବ ପ୍ରତିଭାଙ୍କୁ ଲୋକଲୋଚନକୁ ଆଣେ ଉତ୍ସବ' <box>138 422 501 444</box>
railway-dateline: ଖଇରା,୨୯।୧(ଜଗନ୍ନାଥ ପଣ୍ଡା) <box>6 704 86 712</box>
